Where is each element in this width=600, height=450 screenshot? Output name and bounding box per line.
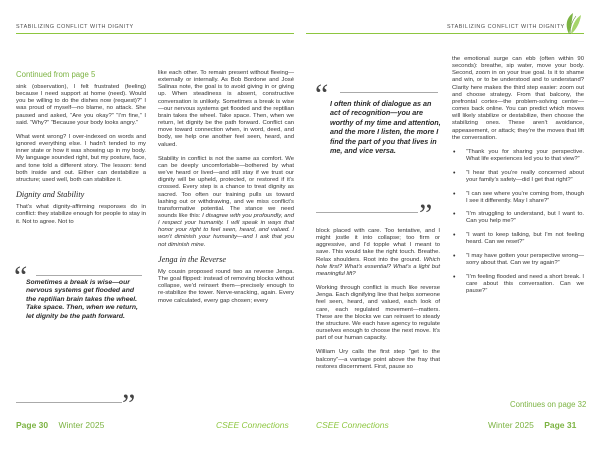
paragraph (158, 156, 294, 249)
continues-on: Continues on page 32 (510, 400, 587, 409)
issue-label: Winter 2025 (488, 420, 534, 430)
section-heading: Dignity and Stability (16, 190, 85, 200)
paragraph: the emotional surge can ebb (often within 90 seconds): breathe, sip water, move your body. Second, zoom in on your true goal. Is it to shame and win, or to be understood and to understand? Clarity here makes the third step easier: zoom out and choose strategy. From that balcony, the prefrontal cortex—the problem-solving center—comes back online. You can predict which moves will likely stabilize or destabilize, then choose the stabilizing ones. These aren’t avoidance, appeasement, or attack; they’re the moves that lift the conversation. (452, 56, 584, 141)
pullquote-rule (16, 402, 122, 403)
list-item: • “I may have gotten your perspective wrong—sorry about that. Can we try again?” (452, 253, 584, 267)
quotation-mark-icon: “ (14, 260, 28, 293)
footer-left-mag (216, 420, 289, 430)
paragraph: That’s what dignity-affirming responses do in conflict: they stabilize enough for people to stay in it. Not to agree. Not to (16, 204, 146, 225)
paragraph (316, 228, 440, 278)
page-number: Page 30 (16, 420, 49, 430)
page-number: Page 31 (544, 420, 577, 430)
header-rule-right (306, 33, 584, 34)
italic-text: Which hole first? What’s essential? What’s a light but meaningful lift? (316, 256, 440, 277)
list-item: • “I want to keep talking, but I’m not feeling heard. Can we reset?” (452, 232, 584, 246)
footer-right-mag (316, 420, 389, 430)
paragraph: William Ury calls the first step “get to the balcony”—a vantage point above the fray that restores discernment. First, pause so (316, 349, 440, 370)
column-2 (158, 70, 294, 312)
list-item: • “I can see where you’re coming from, though I see it differently. May I share?” (452, 191, 584, 205)
list-item: • “I hear that you’re really concerned about your family’s safety—did I get that right?” (452, 170, 584, 184)
pullquote-rule (340, 92, 438, 93)
header-rule-left (16, 33, 294, 34)
footer-right (488, 420, 576, 430)
green-leaf-icon (563, 10, 583, 36)
pullquote-rule (316, 212, 418, 213)
list-item: • “I’m feeling flooded and need a short break. I care about this conversation. Can we pause?” (452, 274, 584, 295)
header-right: STABILIZING CONFLICT WITH DIGNITY (447, 24, 565, 30)
magazine-name: CSEE Connections (216, 420, 289, 430)
column-1 (16, 84, 146, 233)
issue-label: Winter 2025 (58, 420, 105, 430)
bullet-list (452, 149, 584, 295)
pullquote-rule (36, 275, 142, 276)
continued-from: Continued from page 5 (16, 70, 96, 79)
quotation-mark-icon: ” (419, 198, 433, 231)
pull-quote-2: I often think of dialogue as an act of recognition—you are worthy of my time and attention, and the more I listen, the more I find the part of you that lives in me, and vice versa. (330, 99, 441, 156)
paragraph: Working through conflict is much like reverse Jenga. Each dignifying line that helps someone feel seen, heard, and valued, each look of care, each regulated movement—matters. These are the blocks we can reinsert to steady the structure. We each have agency to regulate ourselves enough to choose the next move. It’s part of our human capacity. (316, 285, 440, 342)
paragraph-text: block placed with care. Too tentative, and I might jostle it into collapse; too firm or aggressive, and I’d topple what I meant to save. This would take the right touch. Breathe. Relax shoulders. Root into the ground. (316, 228, 440, 263)
section-heading: Jenga in the Reverse (158, 254, 226, 264)
header-left: STABILIZING CONFLICT WITH DIGNITY (16, 24, 134, 30)
paragraph: My cousin proposed round two as reverse Jenga. The goal flipped: instead of removing blocks without collapse, we’d reinsert them—precisely enough to re-stabilize the tower. Nerve-wracking, again. Every move calculated, every gap chosen; every (158, 268, 294, 304)
magazine-name: CSEE Connections (316, 420, 389, 430)
column-4 (452, 56, 584, 302)
column-3 (316, 228, 440, 378)
quotation-mark-icon: ” (122, 388, 136, 421)
paragraph-text: Stability in conflict is not the same as comfort. We can be deeply uncomfortable—bothered by what we’ve heard or lived—and still stay if we trust our dignity will be upheld, protected, or restored if it’s crossed. Every step is a chance to treat dignity as sacred. Too often our training pulls us toward lashing out or withdrawing, and we miss conflict’s transformative potential. The stance we need sounds like this: (158, 155, 294, 219)
paragraph: like each other. To remain present without fleeing—externally or internally. As Bob Bordone and José Salinas note, the goal is to avoid giving in or giving up. When steadiness is absent, constructive conversation is unlikely. Sometimes a break is wise—our nervous systems get flooded and the reptilian brain takes the wheel. Take space. Then, when we return, let dignity be the path forward. Conflict can move toward connection when, in word, deed, and body, we help one another feel seen, heard, and valued. (158, 70, 294, 148)
pull-quote-1: Sometimes a break is wise—our nervous systems get flooded and the reptilian brain takes the wheel. Take space. Then, when we return, let dignity be the path forward. (26, 279, 138, 320)
list-item: • “I’m struggling to understand, but I want to. Can you help me?” (452, 211, 584, 225)
quotation-mark-icon: “ (315, 78, 329, 111)
list-item: • “Thank you for sharing your perspective. What life experiences led you to that view?” (452, 149, 584, 163)
footer-left (16, 420, 104, 430)
paragraph: What went wrong? I over-indexed on words and ignored everything else. I hadn’t tended to my inner state or how it was showing up in my body. My language sounded right, but my posture, face, and tone told a different story. The lesson: tend both inside and out. Either can destabilize a structure; used well, both can stabilize it. (16, 133, 146, 183)
paragraph: sink (observation), I felt frustrated (feeling) because I need support at home (need). Would you be willing to do the dishes now (request)?” I was proud of myself—no blame, no attack. She paused and asked, “Are you okay?” “I’m fine,” I said. “Why?” “Because your body looks angry.” (16, 84, 146, 126)
italic-quote: I disagree with you profoundly, and I respect your humanity. I will speak in ways that honor your right to feel seen, heard, and valued. I won’t diminish your humanity—and I ask that you not diminish mine. (158, 212, 294, 248)
